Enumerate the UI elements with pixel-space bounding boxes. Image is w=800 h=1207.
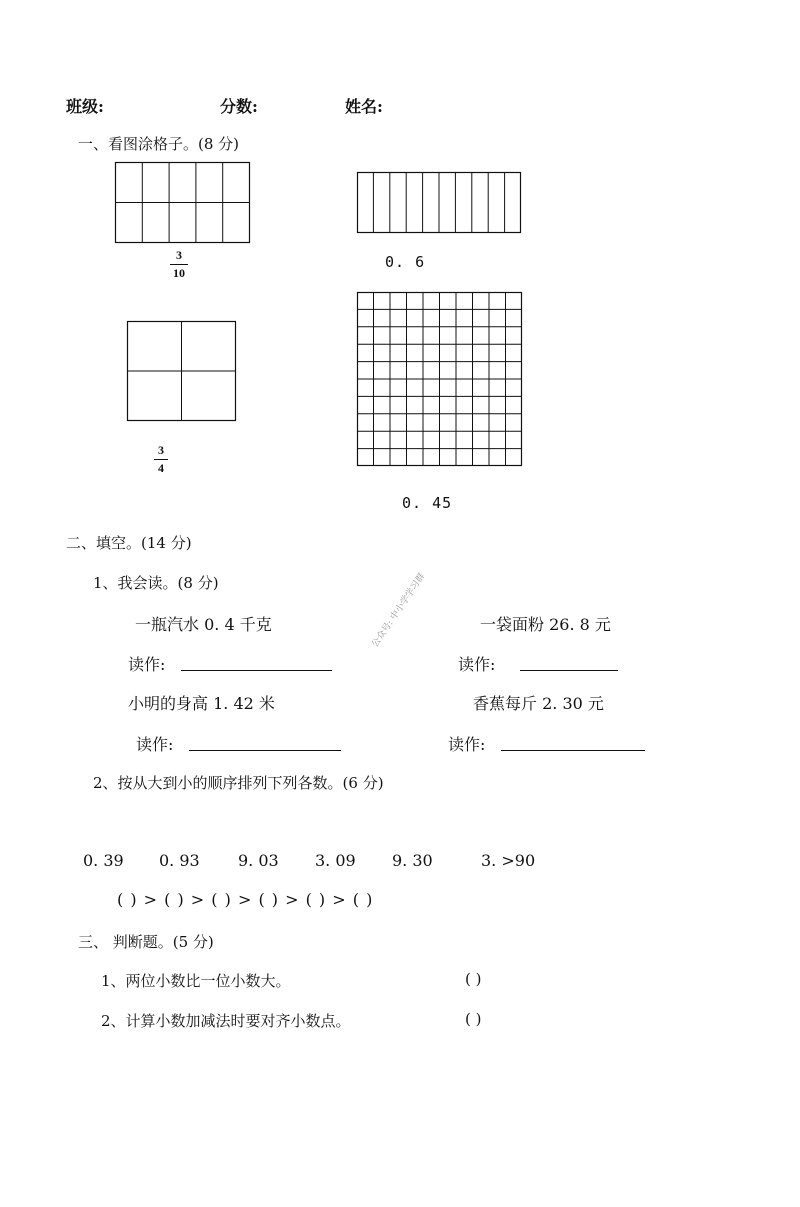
read-item-soda: 一瓶汽水 0. 4 千克 [135,615,272,634]
number-item: 9. 03 [238,851,279,870]
denominator: 10 [173,266,185,280]
section-1-title: 一、看图涂格子。(8 分) [78,135,240,153]
answer-line-height[interactable] [189,750,341,751]
name-label: 姓名: [345,97,383,116]
grid-2x2[interactable] [127,321,237,422]
judge-item-2: 2、计算小数加减法时要对齐小数点。 [101,1012,351,1030]
read-label: 读作: [458,655,496,674]
numerator: 3 [158,443,164,457]
grid-10x10[interactable] [357,292,523,467]
number-item: 9. 30 [392,851,433,870]
grid-5x2[interactable] [115,162,251,244]
watermark: 公众号: 中小学学习群 [370,571,428,650]
fraction-3-10 [170,248,188,281]
grid-10-strips[interactable] [357,172,522,234]
judge-blank-2[interactable]: ( ) [465,1010,482,1028]
section-3-title: 三、 判断题。(5 分) [78,933,214,951]
q2-title: 2、按从大到小的顺序排列下列各数。(6 分) [93,774,384,792]
decimal-0-6: 0. 6 [385,253,426,271]
answer-line-flour[interactable] [520,670,618,671]
read-item-banana: 香蕉每斤 2. 30 元 [473,694,604,713]
number-item: 0. 93 [159,851,200,870]
fraction-bar [170,264,188,265]
read-item-height: 小明的身高 1. 42 米 [128,694,275,713]
denominator: 4 [158,461,164,475]
judge-item-1: 1、两位小数比一位小数大。 [101,972,291,990]
numerator: 3 [176,248,182,262]
answer-line-soda[interactable] [181,670,332,671]
read-item-flour: 一袋面粉 26. 8 元 [480,615,611,634]
read-label: 读作: [136,735,174,754]
fraction-3-4 [154,443,168,476]
score-label: 分数: [220,97,258,116]
fraction-bar [154,459,168,460]
number-item: 3. 09 [315,851,356,870]
order-answer-line[interactable]: ( ) > ( ) > ( ) > ( ) > ( ) > ( ) [117,890,374,909]
number-item: 3. >90 [481,851,536,870]
judge-blank-1[interactable]: ( ) [465,970,482,988]
q1-title: 1、我会读。(8 分) [93,574,219,592]
number-item: 0. 39 [83,851,124,870]
section-2-title: 二、填空。(14 分) [66,534,192,552]
class-label: 班级: [66,97,104,116]
answer-line-banana[interactable] [501,750,645,751]
decimal-0-45: 0. 45 [402,494,453,512]
read-label: 读作: [128,655,166,674]
read-label: 读作: [448,735,486,754]
